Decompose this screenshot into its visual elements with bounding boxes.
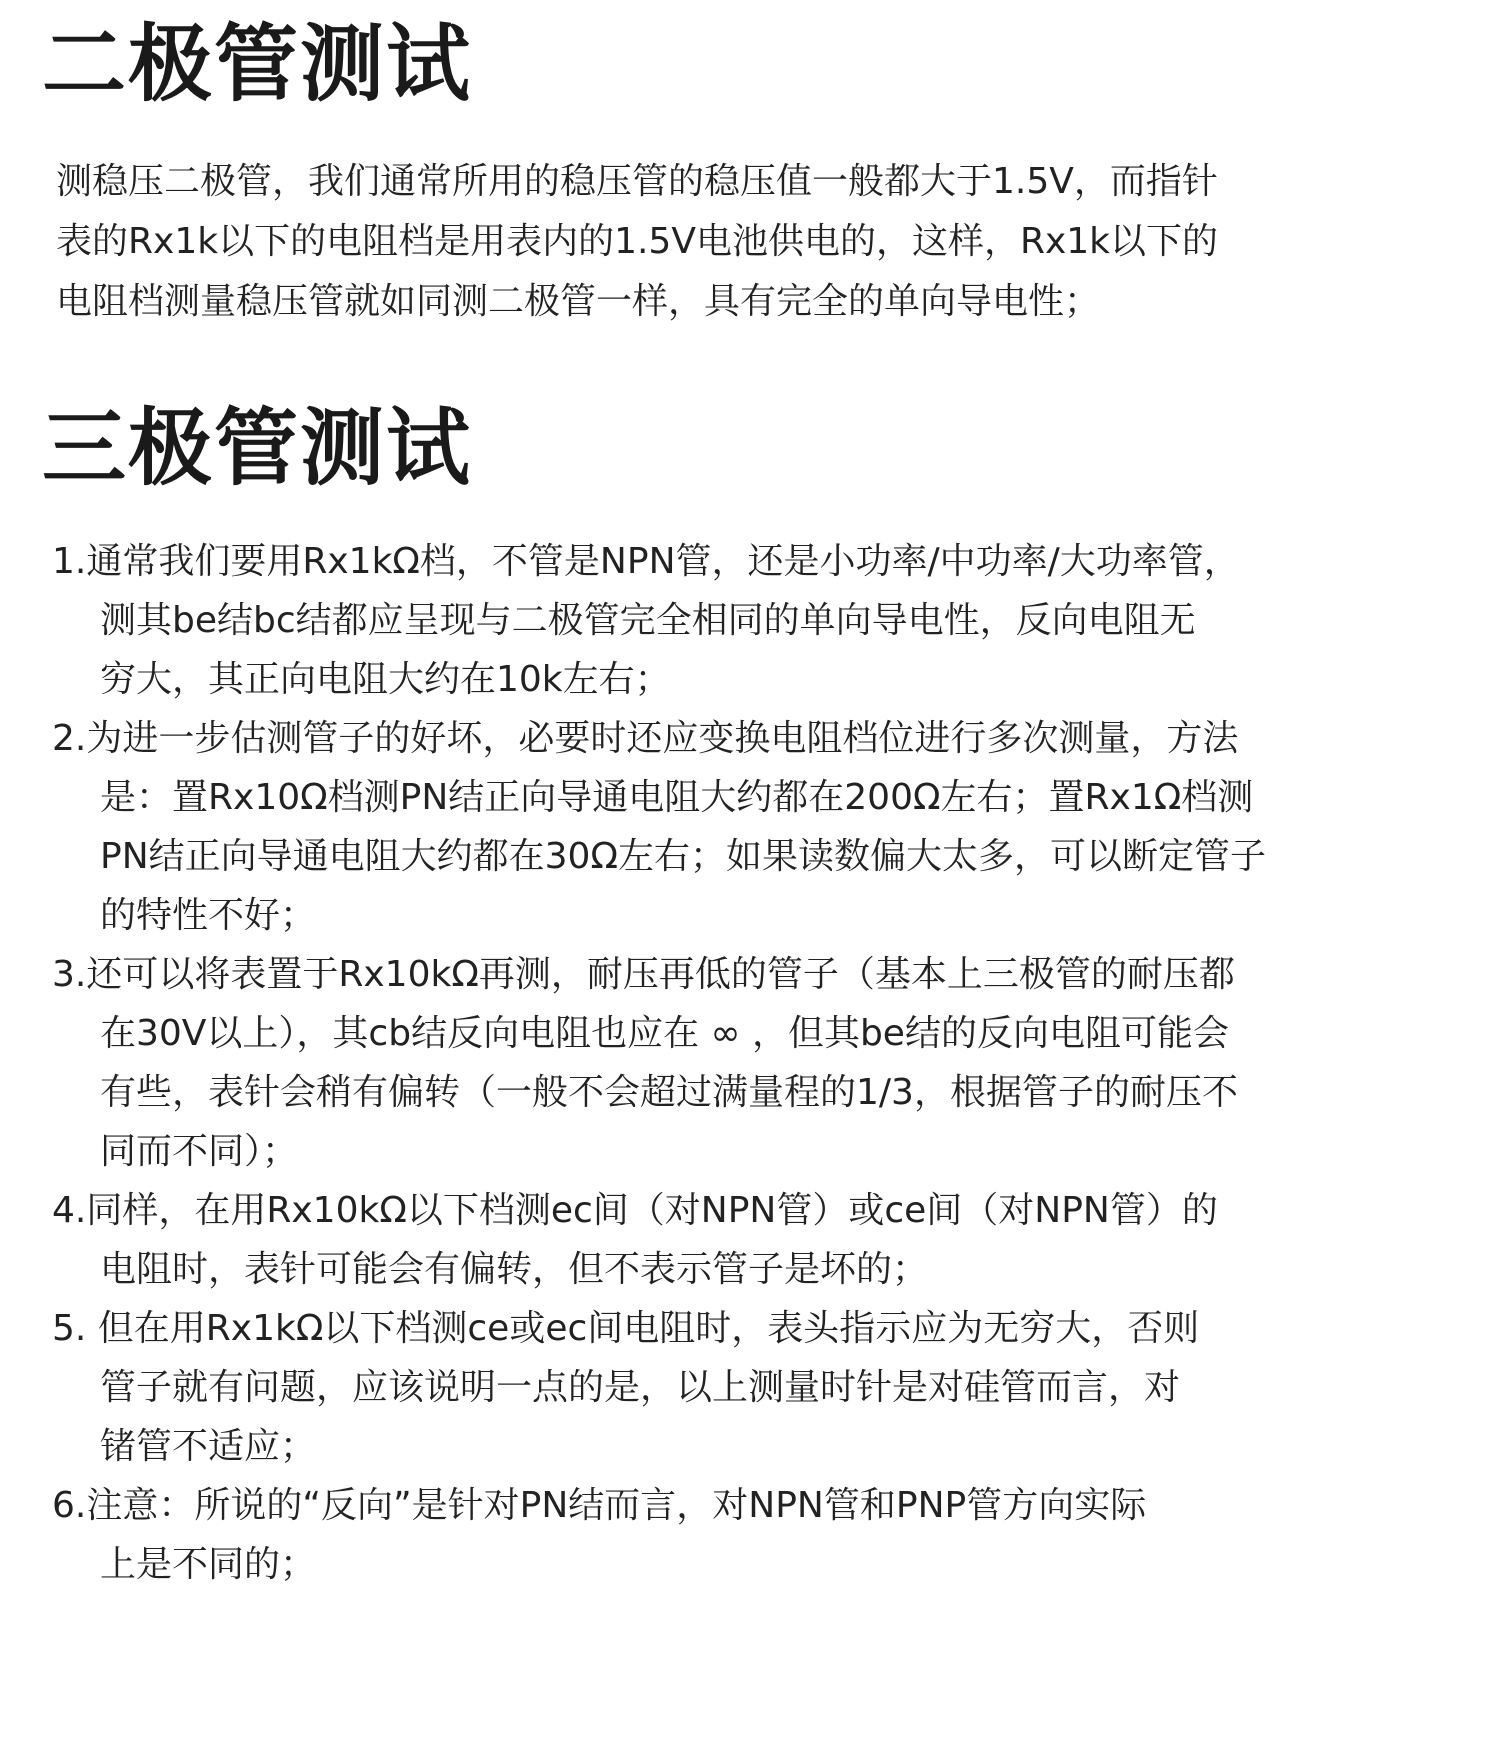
item-line: 的特性不好； <box>100 895 317 936</box>
list-item <box>52 532 1472 709</box>
item-line: 测其be结bc结都应呈现与二极管完全相同的单向导电性，反向电阻无 <box>100 600 1196 641</box>
item-line: 5. 但在用Rx1kΩ以下档测ce或ec间电阻时，表头指示应为无穷大，否则 <box>52 1308 1200 1349</box>
item-line: 3.还可以将表置于Rx10kΩ再测，耐压再低的管子（基本上三极管的耐压都 <box>52 954 1235 995</box>
list-item <box>52 1476 1472 1594</box>
paragraph-line: 表的Rx1k以下的电阻档是用表内的1.5V电池供电的，这样，Rx1k以下的 <box>56 221 1219 262</box>
paragraph-line: 电阻档测量稳压管就如同测二极管一样，具有完全的单向导电性； <box>56 281 1101 322</box>
item-line: 2.为进一步估测管子的好坏，必要时还应变换电阻档位进行多次测量，方法 <box>52 718 1239 759</box>
item-line: PN结正向导通电阻大约都在30Ω左右；如果读数偏大太多，可以断定管子 <box>100 836 1266 877</box>
item-line: 4.同样，在用Rx10kΩ以下档测ec间（对NPN管）或ce间（对NPN管）的 <box>52 1190 1218 1231</box>
diode-test-paragraph <box>56 152 1446 332</box>
item-line: 同而不同）； <box>100 1131 299 1172</box>
item-line: 是：置Rx10Ω档测PN结正向导通电阻大约都在200Ω左右；置Rx1Ω档测 <box>100 777 1254 818</box>
item-line: 管子就有问题，应该说明一点的是，以上测量时针是对硅管而言，对 <box>100 1367 1181 1408</box>
item-line: 电阻时，表针可能会有偏转，但不表示管子是坏的； <box>100 1249 929 1290</box>
paragraph-line: 测稳压二极管，我们通常所用的稳压管的稳压值一般都大于1.5V，而指针 <box>56 161 1218 202</box>
item-line: 穷大，其正向电阻大约在10k左右； <box>100 659 671 700</box>
list-item <box>52 709 1472 945</box>
item-line: 上是不同的； <box>100 1544 317 1585</box>
item-line: 有些，表针会稍有偏转（一般不会超过满量程的1/3，根据管子的耐压不 <box>100 1072 1238 1113</box>
item-line: 6.注意：所说的“反向”是针对PN结而言，对NPN管和PNP管方向实际 <box>52 1485 1147 1526</box>
item-line: 锗管不适应； <box>100 1426 317 1467</box>
diode-test-title: 二极管测试 <box>42 15 473 113</box>
list-item <box>52 945 1472 1181</box>
item-line: 1.通常我们要用Rx1kΩ档，不管是NPN管，还是小功率/中功率/大功率管， <box>52 541 1240 582</box>
list-item <box>52 1299 1472 1476</box>
item-line: 在30V以上），其cb结反向电阻也应在 ∞ ，但其be结的反向电阻可能会 <box>100 1013 1229 1054</box>
transistor-test-title: 三极管测试 <box>42 399 473 497</box>
list-item <box>52 1181 1472 1299</box>
transistor-test-list <box>52 532 1472 1594</box>
